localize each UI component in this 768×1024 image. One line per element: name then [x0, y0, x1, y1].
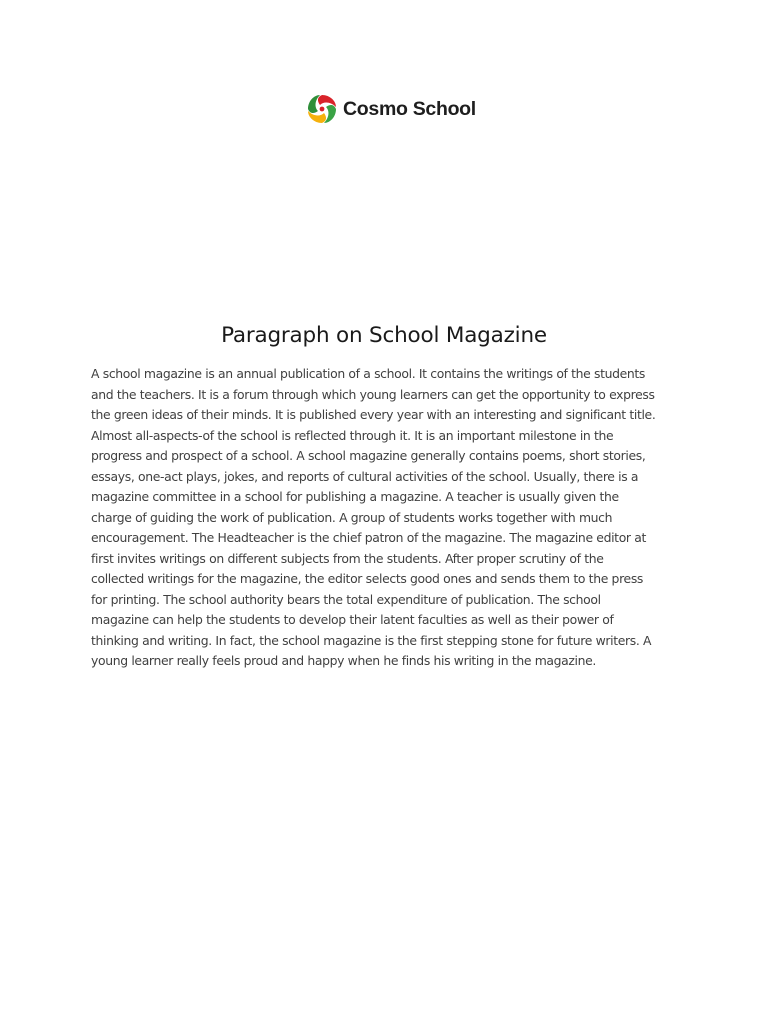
- paragraph-line: Almost all-aspects-of the school is reflected through it. It is an important milestone in the: [91, 427, 614, 443]
- paragraph-line: encouragement. The Headteacher is the chief patron of the magazine. The magazine editor at: [91, 530, 647, 545]
- logo: [305, 91, 476, 127]
- paragraph-line: magazine committee in a school for publishing a magazine. A teacher is usually given the: [91, 489, 619, 504]
- paragraph-line: first invites writings on different subjects from the students. After proper scrutiny of the: [91, 550, 604, 566]
- paragraph-line: young learner really feels proud and happy when he finds his writing in the magazine.: [91, 653, 597, 668]
- logo-wordmark: Cosmo School: [343, 97, 476, 120]
- paragraph-line: for printing. The school authority bears the total expenditure of publication. The school: [91, 591, 601, 607]
- paragraph-line: and the teachers. It is a forum through which young learners can get the opportunity to express: [91, 386, 655, 402]
- paragraph-line: charge of guiding the work of publication. A group of students works together with much: [91, 509, 613, 525]
- paragraph-line: magazine can help the students to develop their latent faculties as well as their power of: [91, 612, 614, 627]
- paragraph-line: collected writings for the magazine, the editor selects good ones and sends them to the press: [91, 571, 644, 586]
- paragraph-line: the green ideas of their minds. It is published every year with an interesting and significant title.: [91, 407, 656, 422]
- paragraph-line: progress and prospect of a school. A school magazine generally contains poems, short stories,: [91, 448, 646, 463]
- cosmo-school-logo-icon: [305, 92, 339, 126]
- paragraph-line: thinking and writing. In fact, the school magazine is the first stepping stone for future writers. A: [91, 632, 652, 648]
- paragraph-line: A school magazine is an annual publication of a school. It contains the writings of the students: [91, 366, 646, 381]
- paragraph-line: essays, one-act plays, jokes, and reports of cultural activities of the school. Usually, there is a: [91, 468, 639, 484]
- document-paragraph: [91, 364, 691, 672]
- document-title: Paragraph on School Magazine: [221, 323, 547, 348]
